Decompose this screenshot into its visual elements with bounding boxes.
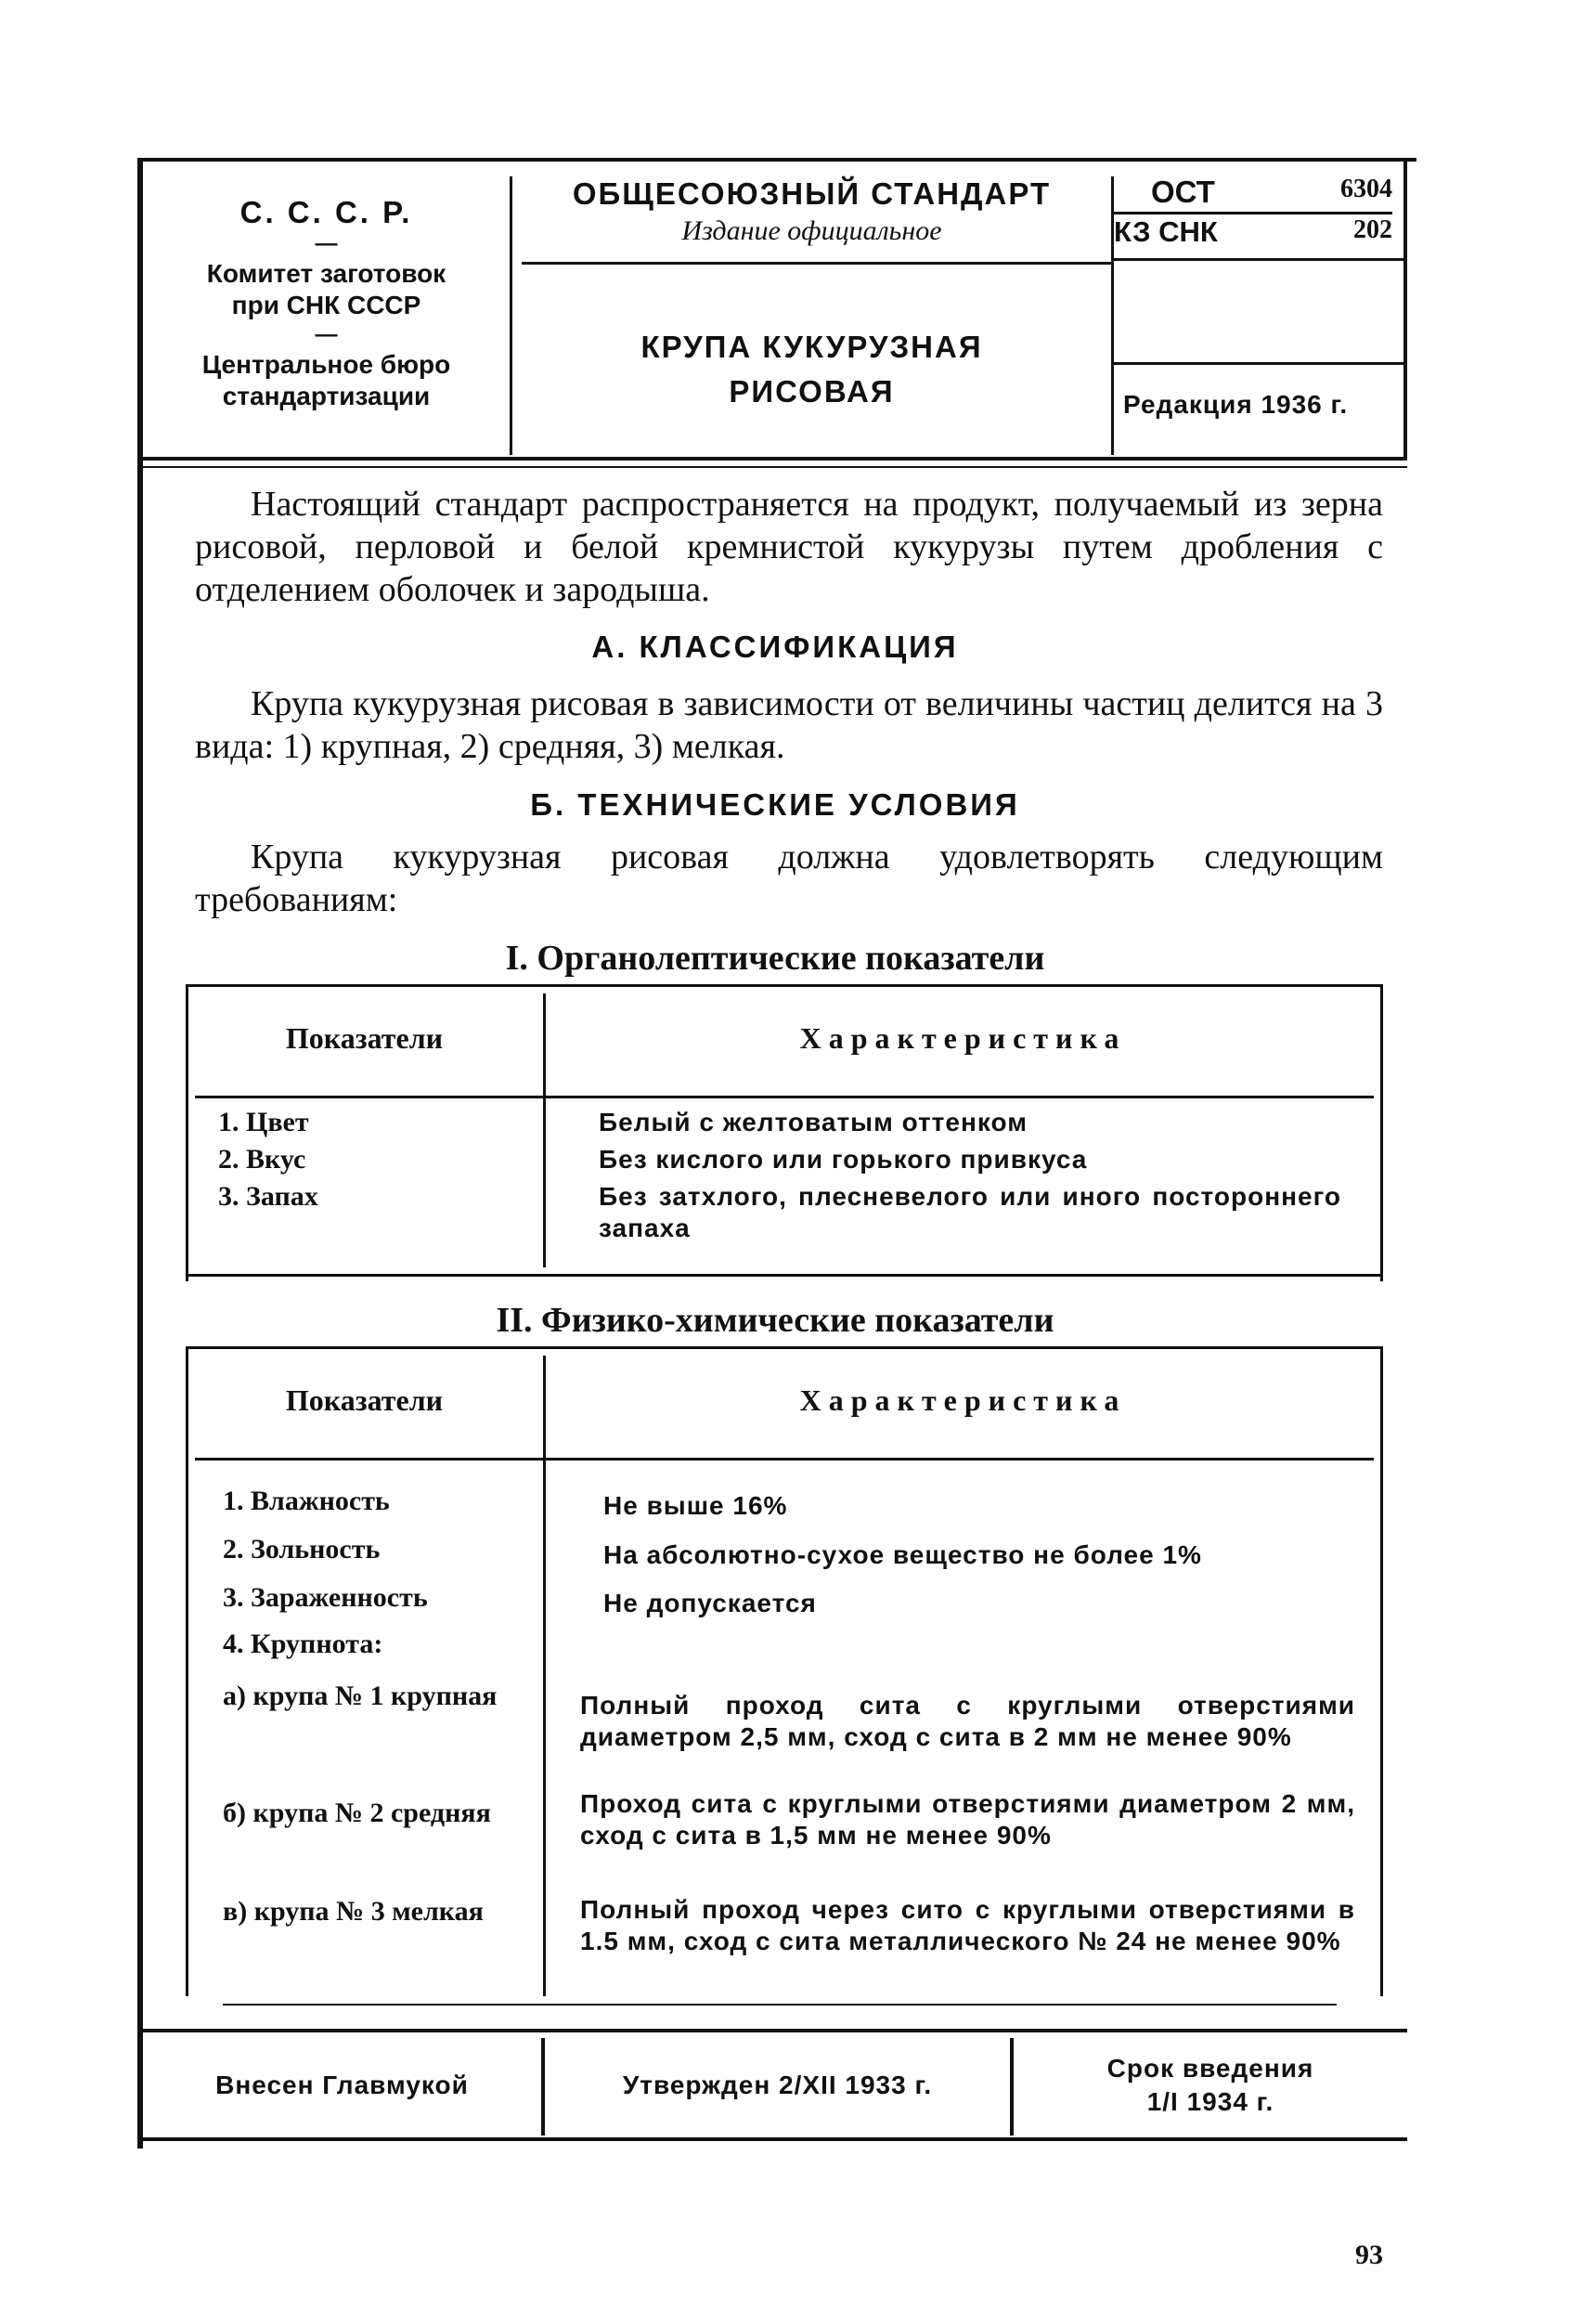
section-b-heading: Б. ТЕХНИЧЕСКИЕ УСЛОВИЯ bbox=[530, 787, 1020, 822]
organoleptic-table bbox=[186, 984, 1383, 1281]
table2-title: II. Физико-химические показатели bbox=[496, 1301, 1054, 1340]
table-row-indicator: а) крупа № 1 крупная bbox=[223, 1681, 498, 1711]
table-column-divider bbox=[543, 1356, 546, 1996]
footer-top-rule bbox=[143, 2029, 1407, 2032]
table-row-indicator: 3. Зараженность bbox=[223, 1582, 428, 1613]
table-bottom-rule bbox=[223, 2004, 1337, 2006]
document-title bbox=[512, 325, 1111, 414]
table-bottom-rule bbox=[186, 1274, 1383, 1277]
table-row-value: Не выше 16% bbox=[603, 1491, 788, 1520]
table-row-value: Без затхлого, плесневелого или иного постороннего запаха bbox=[599, 1182, 1341, 1242]
committee-line-2: при СНК СССР bbox=[231, 291, 421, 319]
section-a-heading: А. КЛАССИФИКАЦИЯ bbox=[591, 630, 959, 664]
table-row-value: Белый с желтоватым оттенком bbox=[599, 1108, 1028, 1136]
standard-number-block bbox=[1114, 158, 1407, 460]
footer-bottom-rule bbox=[143, 2137, 1407, 2141]
standard-header bbox=[143, 158, 1407, 460]
standard-title-block bbox=[512, 158, 1111, 460]
table-row-value: Проход сита с круглыми отверстиями диаметром 2 мм, сход с сита в 1,5 мм не менее 90% bbox=[580, 1789, 1355, 1850]
table-header-rule bbox=[195, 1458, 1374, 1461]
ost-number: 6304 bbox=[1340, 175, 1392, 203]
number-rule bbox=[1114, 258, 1407, 261]
table-row-indicator: 2. Вкус bbox=[218, 1144, 306, 1175]
column-header-characteristic: Характеристика bbox=[799, 1021, 1127, 1055]
title-line-1: КРУПА КУКУРУЗНАЯ bbox=[640, 330, 983, 364]
table-rule bbox=[186, 984, 1383, 987]
table1-title: I. Органолептические показатели bbox=[505, 939, 1045, 978]
approval-date: Утвержден 2/XII 1933 г. bbox=[622, 2071, 933, 2099]
kz-label: КЗ СНК bbox=[1114, 215, 1218, 248]
table-border-right bbox=[1380, 1346, 1383, 1996]
header-bottom-rule bbox=[143, 457, 1407, 461]
ost-row bbox=[1151, 175, 1402, 210]
effective-line-2: 1/I 1934 г. bbox=[1146, 2087, 1274, 2116]
country-label: С. С. С. Р. bbox=[239, 195, 413, 229]
physicochemical-table bbox=[186, 1346, 1383, 2006]
header-bottom-rule-thin bbox=[143, 466, 1407, 468]
ost-label: ОСТ bbox=[1151, 175, 1215, 209]
committee-line-1: Комитет заготовок bbox=[206, 259, 446, 288]
effective-date bbox=[1014, 2033, 1407, 2137]
column-header-characteristic: Характеристика bbox=[799, 1383, 1127, 1417]
separator-dash: — bbox=[315, 322, 338, 347]
section-a-text: Крупа кукурузная рисовая в зависимости от величины частиц делится на 3 вида: 1) крупная, 2) средняя, 3) мелкая. bbox=[195, 684, 1383, 766]
effective-line-1: Срок введения bbox=[1106, 2054, 1314, 2083]
edition-year: Редакция 1936 г. bbox=[1123, 390, 1349, 419]
table-row-value: Полный проход через сито с круглыми отверстиями в 1.5 мм, сход с сита металлического № 24 не менее 90% bbox=[580, 1895, 1355, 1955]
kz-number: 202 bbox=[1353, 215, 1392, 244]
ost-rule bbox=[1114, 212, 1392, 214]
table-row-indicator: 4. Крупнота: bbox=[223, 1629, 383, 1659]
separator-dash: — bbox=[315, 231, 338, 256]
page-number: 93 bbox=[1355, 2240, 1383, 2270]
issuer-block bbox=[143, 158, 510, 460]
table-header-rule bbox=[195, 1096, 1374, 1098]
edition-note: Издание официальное bbox=[681, 215, 942, 246]
table-column-divider bbox=[543, 993, 546, 1267]
edition-rule bbox=[1114, 362, 1407, 365]
table-row-indicator: 1. Влажность bbox=[223, 1486, 390, 1516]
bureau-line-2: стандартизации bbox=[222, 382, 431, 410]
table-row-value: Полный проход сита с круглыми отверстиями диаметром 2,5 мм, сход с сита в 2 мм не менее 90% bbox=[580, 1691, 1355, 1751]
table-border-right bbox=[1380, 984, 1383, 1281]
title-rule bbox=[522, 262, 1111, 265]
table-row-value: Без кислого или горького привкуса bbox=[599, 1145, 1088, 1174]
table-border-left bbox=[186, 1346, 188, 1996]
table-row-value: На абсолютно-сухое вещество не более 1% bbox=[603, 1540, 1202, 1569]
bureau-line-1: Центральное бюро bbox=[201, 350, 451, 379]
introduced-by: Внесен Главмукой bbox=[215, 2071, 469, 2099]
table-rule bbox=[186, 1346, 1383, 1349]
standard-type: ОБЩЕСОЮЗНЫЙ СТАНДАРТ bbox=[572, 176, 1052, 211]
table-row-indicator: в) крупа № 3 мелкая bbox=[223, 1896, 484, 1927]
column-header-indicator: Показатели bbox=[285, 1021, 444, 1055]
table-row-indicator: 1. Цвет bbox=[218, 1107, 309, 1137]
table-row-indicator: 2. Зольность bbox=[223, 1534, 381, 1564]
table-row-indicator: 3. Запах bbox=[218, 1181, 318, 1212]
kz-row bbox=[1114, 215, 1402, 249]
title-line-2: РИСОВАЯ bbox=[729, 374, 895, 409]
table-row-indicator: б) крупа № 2 средняя bbox=[223, 1798, 491, 1828]
intro-paragraph: Настоящий стандарт распространяется на продукт, получаемый из зерна рисовой, перловой и белой кремнистой кукурузы путем дробления с отделением оболочек и зародыша. bbox=[195, 485, 1383, 609]
column-header-indicator: Показатели bbox=[285, 1383, 444, 1417]
section-b-text: Крупа кукурузная рисовая должна удовлетворять следующим требованиям: bbox=[195, 837, 1383, 919]
table-row-value: Не допускается bbox=[603, 1589, 817, 1617]
